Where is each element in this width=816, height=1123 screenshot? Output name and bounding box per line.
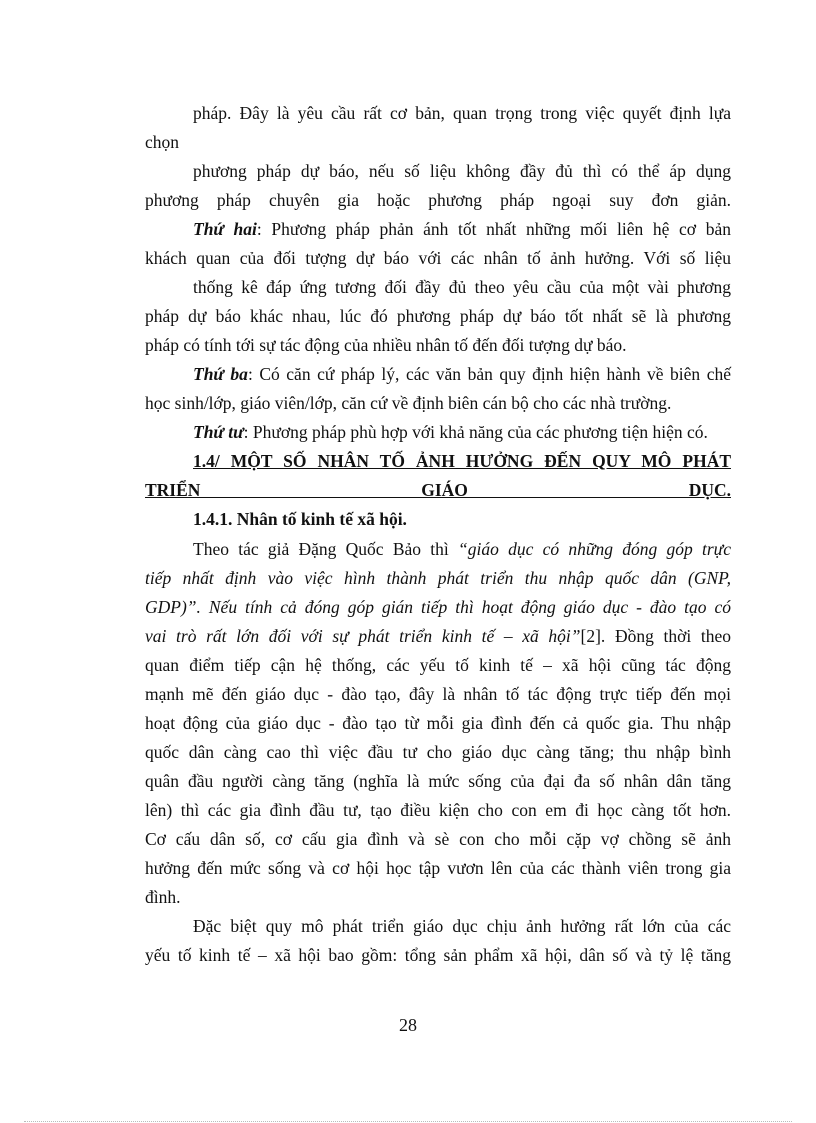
body-text-line: lên) thì các gia đình đầu tư, tạo điều kiện cho con em đi học càng tốt hơn.: [145, 800, 731, 820]
body-text-line: [145, 623, 731, 649]
body-text-line: Cơ cấu dân số, cơ cấu gia đình và sè con cho mỗi cặp vợ chồng sẽ ảnh: [145, 829, 731, 849]
quote-text: “giáo dục có những đóng góp trực: [458, 539, 731, 559]
body-text-span: : Phương pháp phản ánh tốt nhất những mối liên hệ cơ bản: [256, 219, 731, 239]
quote-text-line: tiếp nhất định vào việc hình thành phát triển thu nhập quốc dân (GNP,: [145, 568, 731, 588]
lead-label-thu-ba: Thứ ba: [193, 364, 248, 384]
body-text-span: Theo tác giả Đặng Quốc Bảo thì: [193, 539, 459, 559]
body-text-line: pháp có tính tới sự tác động của nhiều nhân tố đến đối tượng dự báo.: [145, 335, 627, 355]
body-text-line: pháp dự báo khác nhau, lúc đó phương pháp dự báo tốt nhất sẽ là phương: [145, 306, 731, 326]
body-text-line: Đặc biệt quy mô phát triển giáo dục chịu ảnh hưởng rất lớn của các: [193, 916, 731, 936]
body-text-line: quan điểm tiếp cận hệ thống, các yếu tố kinh tế – xã hội cũng tác động: [145, 655, 731, 675]
body-text-line: quân đầu người càng tăng (nghĩa là mức sống của đại đa số nhân dân tăng: [145, 771, 731, 791]
body-paragraph-quote: [193, 536, 731, 562]
footer-divider: [24, 1121, 792, 1122]
body-text-line: thống kê đáp ứng tương đối đầy đủ theo yêu cầu của một vài phương: [193, 277, 731, 297]
body-text-line: yếu tố kinh tế – xã hội bao gồm: tổng sản phẩm xã hội, dân số và tỷ lệ tăng: [145, 945, 731, 965]
citation-text: [2]. Đồng thời theo: [580, 626, 731, 646]
body-text-line: mạnh mẽ đến giáo dục - đào tạo, đây là nhân tố tác động trực tiếp đến mọi: [145, 684, 731, 704]
body-paragraph-thu-hai: [193, 216, 731, 242]
body-text-line: pháp. Đây là yêu cầu rất cơ bản, quan trọng trong việc quyết định lựa: [193, 103, 731, 123]
body-text-line: chọn: [145, 132, 180, 152]
body-text-line: hoạt động của giáo dục - đào tạo từ mỗi gia đình đến cả quốc gia. Thu nhập: [145, 713, 731, 733]
section-heading-continued: TRIỂN GIÁO DỤC.: [145, 480, 731, 500]
quote-text: vai trò rất lớn đối với sự phát triển kinh tế – xã hội”: [145, 626, 581, 646]
body-text-line: khách quan của đối tượng dự báo với các nhân tố ảnh hưởng. Với số liệu: [145, 248, 731, 268]
lead-label-thu-tu: Thứ tư: [193, 422, 244, 442]
body-text-line: học sinh/lớp, giáo viên/lớp, căn cứ về định biên cán bộ cho các nhà trường.: [145, 393, 672, 413]
quote-text-line: GDP)”. Nếu tính cả đóng góp gián tiếp thì hoạt động giáo dục - đào tạo có: [145, 597, 731, 617]
body-text-line: quốc dân càng cao thì việc đầu tư cho giáo dục càng tăng; thu nhập bình: [145, 742, 731, 762]
body-text-span: : Phương pháp phù hợp với khả năng của các phương tiện hiện có.: [243, 422, 708, 442]
body-text-line: đình.: [145, 887, 181, 907]
lead-label-thu-hai: Thứ hai: [193, 219, 257, 239]
body-paragraph-thu-ba: [193, 361, 731, 387]
body-paragraph-thu-tu: [193, 419, 708, 445]
subsection-heading: 1.4.1. Nhân tố kinh tế xã hội.: [193, 509, 407, 529]
section-heading: 1.4/ MỘT SỐ NHÂN TỐ ẢNH HƯỞNG ĐẾN QUY MÔ PHÁT: [193, 451, 731, 471]
body-text-line: hưởng đến mức sống và cơ hội học tập vươn lên của các thành viên trong gia: [145, 858, 731, 878]
body-text-span: : Có căn cứ pháp lý, các văn bản quy định hiện hành về biên chế: [247, 364, 731, 384]
page-number: 28: [399, 1015, 417, 1035]
body-text-line: phương pháp dự báo, nếu số liệu không đầy đủ thì có thể áp dụng: [193, 161, 731, 181]
body-text-line: phương pháp chuyên gia hoặc phương pháp ngoại suy đơn giản.: [145, 190, 731, 210]
